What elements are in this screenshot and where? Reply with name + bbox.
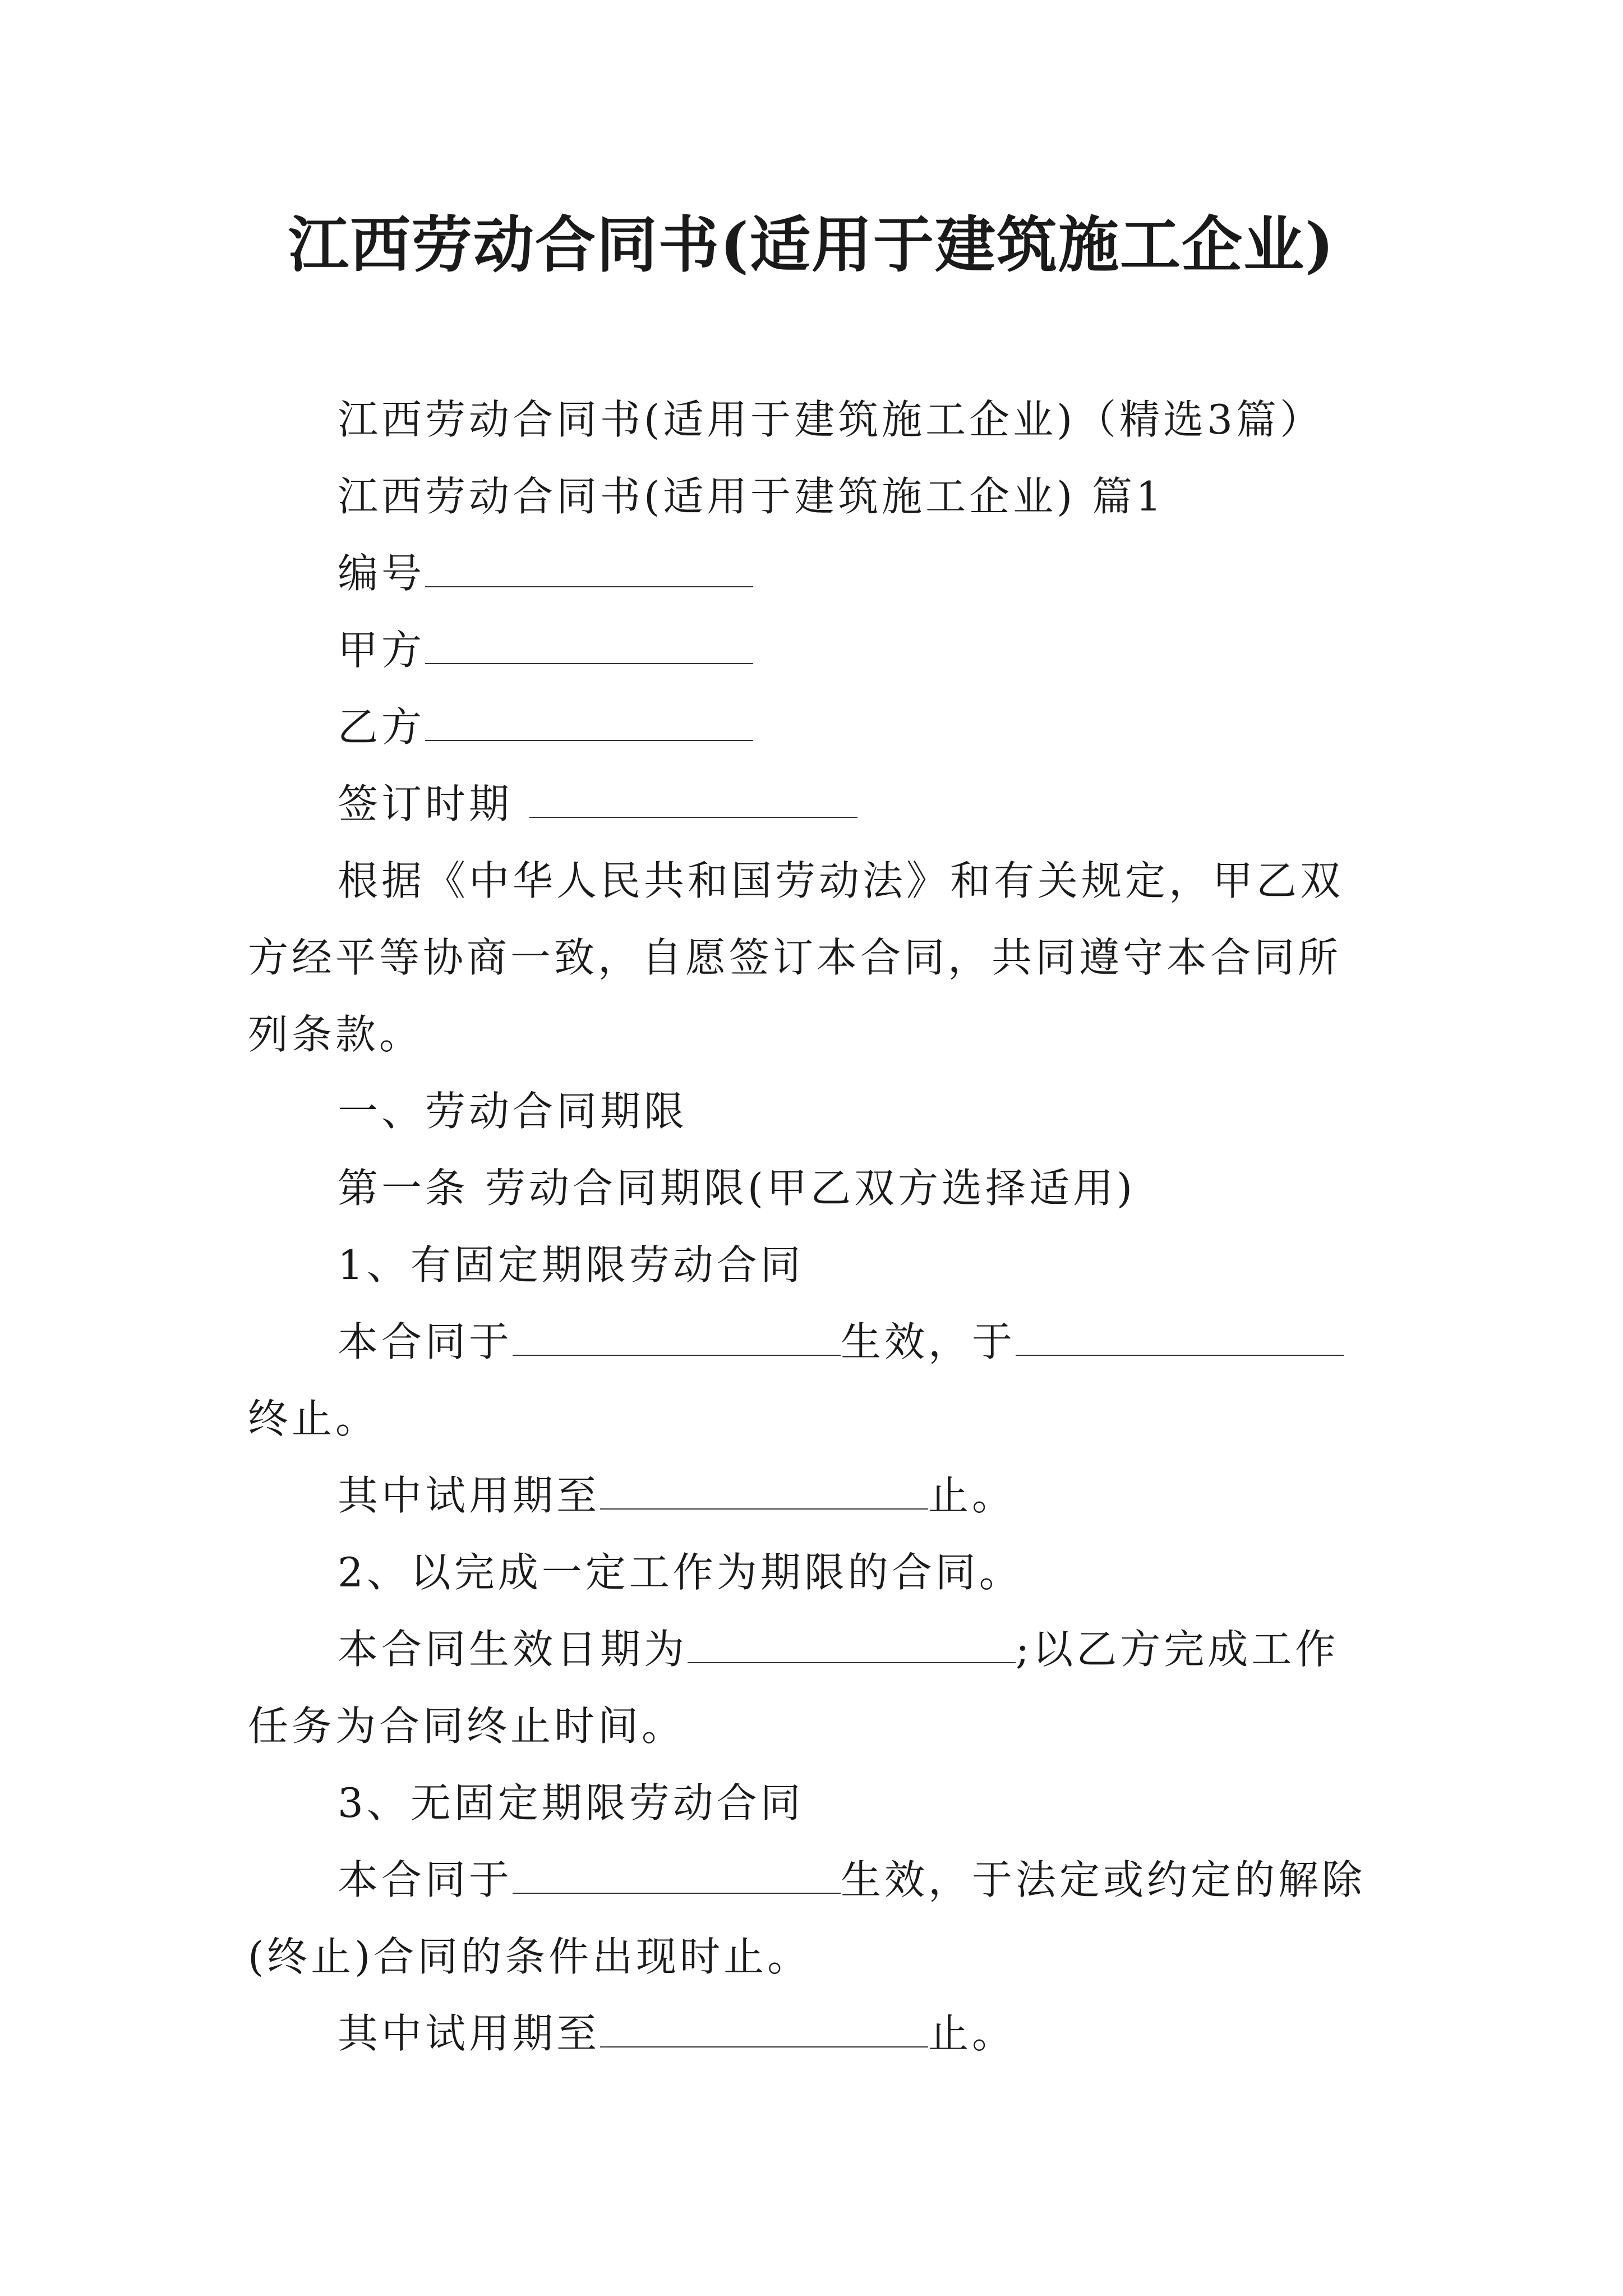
item2-text: 本合同生效日期为 ;以乙方完成工作任务为合同终止时间。 [248,1611,1375,1765]
item3-effective: 本合同于 生效，于法定或约定的解除(终止)合同的条件出现时止。 [248,1842,1375,1995]
field-party-b-label: 乙方 [338,703,426,751]
field-party-b-blank[interactable] [425,702,753,741]
intro-paragraph: 根据《中华人民共和国劳动法》和有关规定，甲乙双方经平等协商一致，自愿签订本合同，共同遵守本合同所列条款。 [248,857,1344,1058]
field-number-label: 编号 [338,550,426,597]
field-sign-date-label: 签订时期 [338,780,513,827]
field-sign-date-blank[interactable] [529,779,857,818]
field-party-b [248,689,1375,766]
item1-start-date-blank[interactable] [513,1317,841,1356]
article1-heading: 第一条 劳动合同期限(甲乙双方选择适用) [338,1165,1136,1212]
item1-heading: 1、有固定期限劳动合同 [338,1241,804,1289]
field-number [248,535,1375,612]
item3-heading: 3、无固定期限劳动合同 [338,1779,804,1826]
item2-heading: 2、以完成一定工作为期限的合同。 [338,1549,1023,1596]
field-party-a-blank[interactable] [425,625,753,664]
item1-effective: 本合同于 生效，于终止。 [248,1304,1375,1457]
field-party-a-label: 甲方 [338,627,426,674]
subtitle-part1: 江西劳动合同书(适用于建筑施工企业) 篇1 [338,473,1165,520]
section1-heading: 一、劳动合同期限 [338,1088,688,1135]
item2-effective-date-blank[interactable] [688,1624,1016,1663]
subtitle-collection: 江西劳动合同书(适用于建筑施工企业)（精选3篇） [338,396,1324,443]
item1-end-date-blank[interactable] [1016,1317,1344,1356]
field-number-blank[interactable] [425,548,753,587]
item3-probation: 其中试用期至 止。 [248,1995,1375,2072]
field-sign-date [248,766,1375,843]
item3-probation-blank[interactable] [600,2008,928,2047]
item1-probation-blank[interactable] [600,1470,928,1510]
document-title: 江西劳动合同书(适用于建筑施工企业) [288,210,1335,280]
item1-probation: 其中试用期至 止。 [248,1457,1375,1534]
field-party-a [248,612,1375,689]
item3-start-date-blank[interactable] [513,1855,841,1894]
